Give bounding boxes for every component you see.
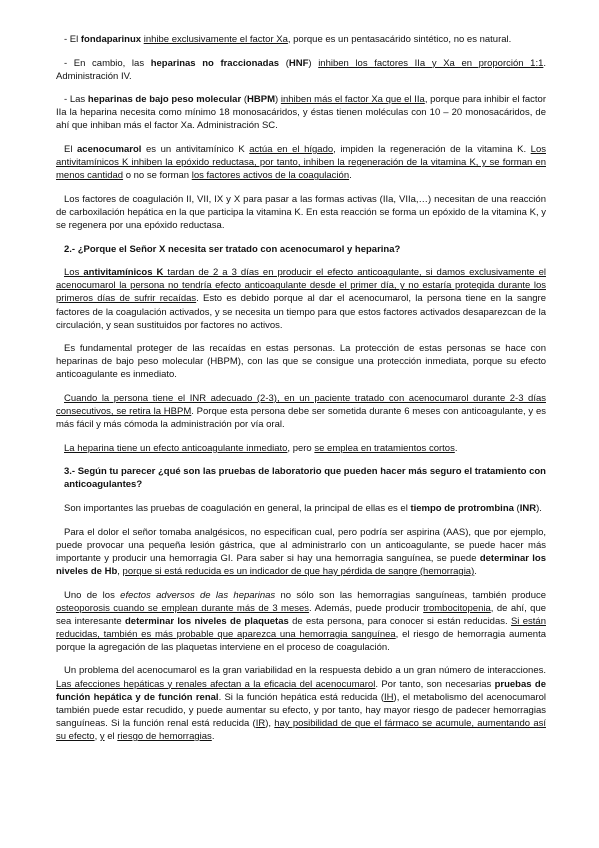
text-run: acenocumarol bbox=[77, 144, 142, 156]
text-run: se emplea en tratamientos cortos bbox=[314, 442, 455, 454]
text-run: hay posibilidad de que el fármaco se acumule, aumentando así su efecto bbox=[56, 717, 546, 742]
text-run: , porque para inhibir el factor IIa la heparina necesita como mínimo 18 monosacáridos, y éstas tienen moléculas con 10 – 20 monosacáridos, de ahí que inhiban más el factor Xa. Administración SC. bbox=[56, 94, 546, 132]
text-run: Los bbox=[64, 267, 84, 279]
text-run: . bbox=[474, 565, 477, 577]
text-run: heparinas de bajo peso molecular bbox=[87, 94, 242, 106]
paragraph bbox=[56, 526, 546, 578]
text-run: heparinas no fraccionadas bbox=[150, 57, 280, 69]
text-run: fondaparinux bbox=[80, 34, 142, 45]
section-heading bbox=[56, 243, 546, 256]
text-run: actúa en el hígado bbox=[249, 144, 334, 156]
text-run: es un antivitamínico K bbox=[141, 144, 250, 156]
paragraph bbox=[56, 266, 546, 331]
text-run: Para el dolor el señor tomaba analgésicos, no especifican cual, pero podría ser aspirina (AAS), que por ejemplo, puede provocar una pequeña lesión gástrica, que al administrarlo con un anticoagulante, se puede hacer más importante y producir una hemorragia GI. Para saber si hay una hemorragia sanguínea, se puede bbox=[56, 526, 546, 564]
text-run: . Administración IV. bbox=[56, 57, 547, 82]
text-run: Las afecciones hepáticas y renales afectan a la eficacia del acenocumarol bbox=[56, 678, 376, 690]
text-run: , pero bbox=[287, 442, 315, 454]
text-run: El bbox=[64, 144, 78, 156]
text-run: ( bbox=[513, 503, 520, 515]
text-run: INR bbox=[519, 503, 537, 515]
document-page bbox=[56, 33, 546, 754]
text-run: ) bbox=[275, 94, 281, 106]
text-run: , porque es un pentasacárido sintético, no es natural. bbox=[287, 34, 512, 45]
paragraph bbox=[56, 93, 546, 132]
text-run: Son importantes las pruebas de coagulación en general, la principal de ellas es el bbox=[64, 503, 411, 515]
paragraph bbox=[56, 342, 546, 381]
text-run: ( bbox=[241, 94, 248, 106]
text-run: osteoporosis cuando se emplean durante más de 3 meses bbox=[56, 602, 310, 614]
text-run: La heparina tiene un efecto anticoagulante inmediato bbox=[64, 442, 288, 454]
paragraph bbox=[56, 442, 546, 455]
text-run: HNF bbox=[288, 57, 309, 69]
text-run: . Si la función hepática está reducida ( bbox=[218, 691, 385, 703]
text-run: - El bbox=[64, 34, 81, 45]
text-run: 2.- ¿Porque el Señor X necesita ser tratado con acenocumarol y heparina? bbox=[64, 243, 401, 255]
text-run: . Esto es debido porque al dar el acenocumarol, la persona tiene en la sangre factores de la coagulación activados, y se necesita un tiempo para que estos factores activados desaparezcan de la circulación, y sean sustituidos por factores no activos. bbox=[56, 293, 546, 331]
section-heading bbox=[56, 465, 546, 491]
text-run: Los antivitamínicos K inhiben la epóxido reductasa, por tanto, inhiben la regeneración de la vitamina K, y se forman en menos cantidad bbox=[56, 144, 546, 182]
text-run: tiempo de protrombina bbox=[410, 503, 514, 515]
paragraph bbox=[56, 33, 546, 46]
paragraph bbox=[56, 502, 546, 515]
text-run: pruebas de función hepática y de función renal bbox=[56, 678, 546, 703]
text-run: HBPM bbox=[247, 94, 275, 106]
text-run: inhibe exclusivamente el factor Xa bbox=[143, 34, 288, 45]
text-run: - En cambio, las bbox=[64, 57, 151, 69]
text-run: , bbox=[117, 565, 123, 577]
paragraph bbox=[56, 193, 546, 232]
text-run: , de ahí, que sea interesante bbox=[56, 602, 547, 627]
text-run: antivitamínicos K bbox=[83, 267, 164, 279]
text-run: ), el metabolismo del acenocumarol también puede estar recudido, y puede aumentar su efecto, y por tanto, hay mayor riesgo de padecer hemorragias sanguíneas. Si la función renal está reducida ( bbox=[56, 691, 546, 729]
text-run: . bbox=[211, 730, 215, 742]
text-run: riesgo de hemorragias bbox=[117, 730, 212, 742]
text-run: , impiden la regeneración de la vitamina K. bbox=[333, 144, 531, 156]
text-run: de esta persona, para conocer si están reducidas. bbox=[288, 615, 511, 627]
text-run: Uno de los bbox=[64, 589, 121, 601]
text-run: IH bbox=[384, 691, 394, 703]
text-run: el bbox=[104, 730, 118, 742]
text-run: . bbox=[349, 170, 352, 182]
text-run: . Porque esta persona debe ser sometida durante 6 meses con anticoagulante, y es más fácil y más cómoda la administración por vía oral. bbox=[56, 406, 546, 431]
text-run: inhiben los factores IIa y Xa en proporción 1:1 bbox=[318, 57, 544, 69]
text-run: . bbox=[454, 442, 458, 454]
text-run: 3.- Según tu parecer ¿qué son las pruebas de laboratorio que pueden hacer más seguro el tratamiento con anticoagulantes? bbox=[64, 466, 546, 491]
text-run: ) bbox=[308, 57, 319, 69]
text-run: Un problema del acenocumarol es la gran variabilidad en la respuesta debido a un gran número de interacciones. bbox=[64, 665, 546, 677]
text-run: Es fundamental proteger de las recaídas en estas personas. La protección de estas personas se hace con heparinas de bajo peso molecular (HBPM), con las que se consigue una protección inmediata, porque su efecto anticoagulante es inmediato. bbox=[56, 343, 546, 381]
text-run: inhiben más el factor Xa que el IIa bbox=[280, 94, 425, 106]
text-run: determinar los niveles de Hb bbox=[56, 552, 546, 577]
text-run: ). bbox=[536, 503, 542, 515]
text-run: , el riesgo de hemorragia aumenta porque la agregación de las plaquetas interviene en el proceso de coagulación. bbox=[56, 628, 546, 653]
paragraph bbox=[56, 143, 546, 182]
text-run: Si están reducidas, también es más probable que aparezca una hemorragia sanguínea bbox=[56, 615, 546, 640]
text-run: . Por tanto, son necesarias bbox=[375, 678, 495, 690]
paragraph bbox=[56, 57, 546, 83]
text-run: tardan de 2 a 3 días en producir el efecto anticoagulante, si damos exclusivamente el acenocumarol la persona no tendría efecto anticoagulante desde el primer día, y no estaría protegida durante los primeros días de sufrir recaídas bbox=[56, 267, 546, 305]
paragraph bbox=[56, 589, 546, 654]
text-run: Cuando la persona tiene el INR adecuado (2-3), en un paciente tratado con acenocumarol durante 2-3 días consecutivos, se retira la HBPM bbox=[56, 392, 546, 418]
text-run: determinar los niveles de plaquetas bbox=[124, 615, 289, 627]
text-run: o no se forman bbox=[123, 170, 192, 182]
text-run: ( bbox=[279, 57, 289, 69]
text-run: ), bbox=[265, 717, 275, 729]
text-run: trombocitopenia bbox=[423, 602, 491, 614]
paragraph bbox=[56, 392, 546, 431]
paragraph bbox=[56, 664, 546, 743]
text-run: porque si está reducida es un indicador de que hay pérdida de sangre (hemorragia) bbox=[122, 565, 475, 577]
text-run: Los factores de coagulación II, VII, IX y X para pasar a las formas activas (IIa, VIIa,…) necesitan de una reacción de carboxilación hepática en la que participa la vitamina K. En esta reacción se forma un epóxido de la vitamina K, y se regenera por una epóxido reductasa. bbox=[56, 193, 546, 232]
text-run: , bbox=[94, 730, 100, 742]
text-run: no sólo son las hemorragias sanguíneas, también produce bbox=[275, 589, 547, 601]
text-run: - Las bbox=[64, 94, 88, 106]
text-run: efectos adversos de las heparinas bbox=[120, 589, 276, 601]
text-run: . Además, puede producir bbox=[309, 602, 424, 614]
text-run: IR bbox=[255, 717, 266, 729]
text-run: y bbox=[99, 730, 105, 742]
text-run: los factores activos de la coagulación bbox=[191, 170, 350, 182]
